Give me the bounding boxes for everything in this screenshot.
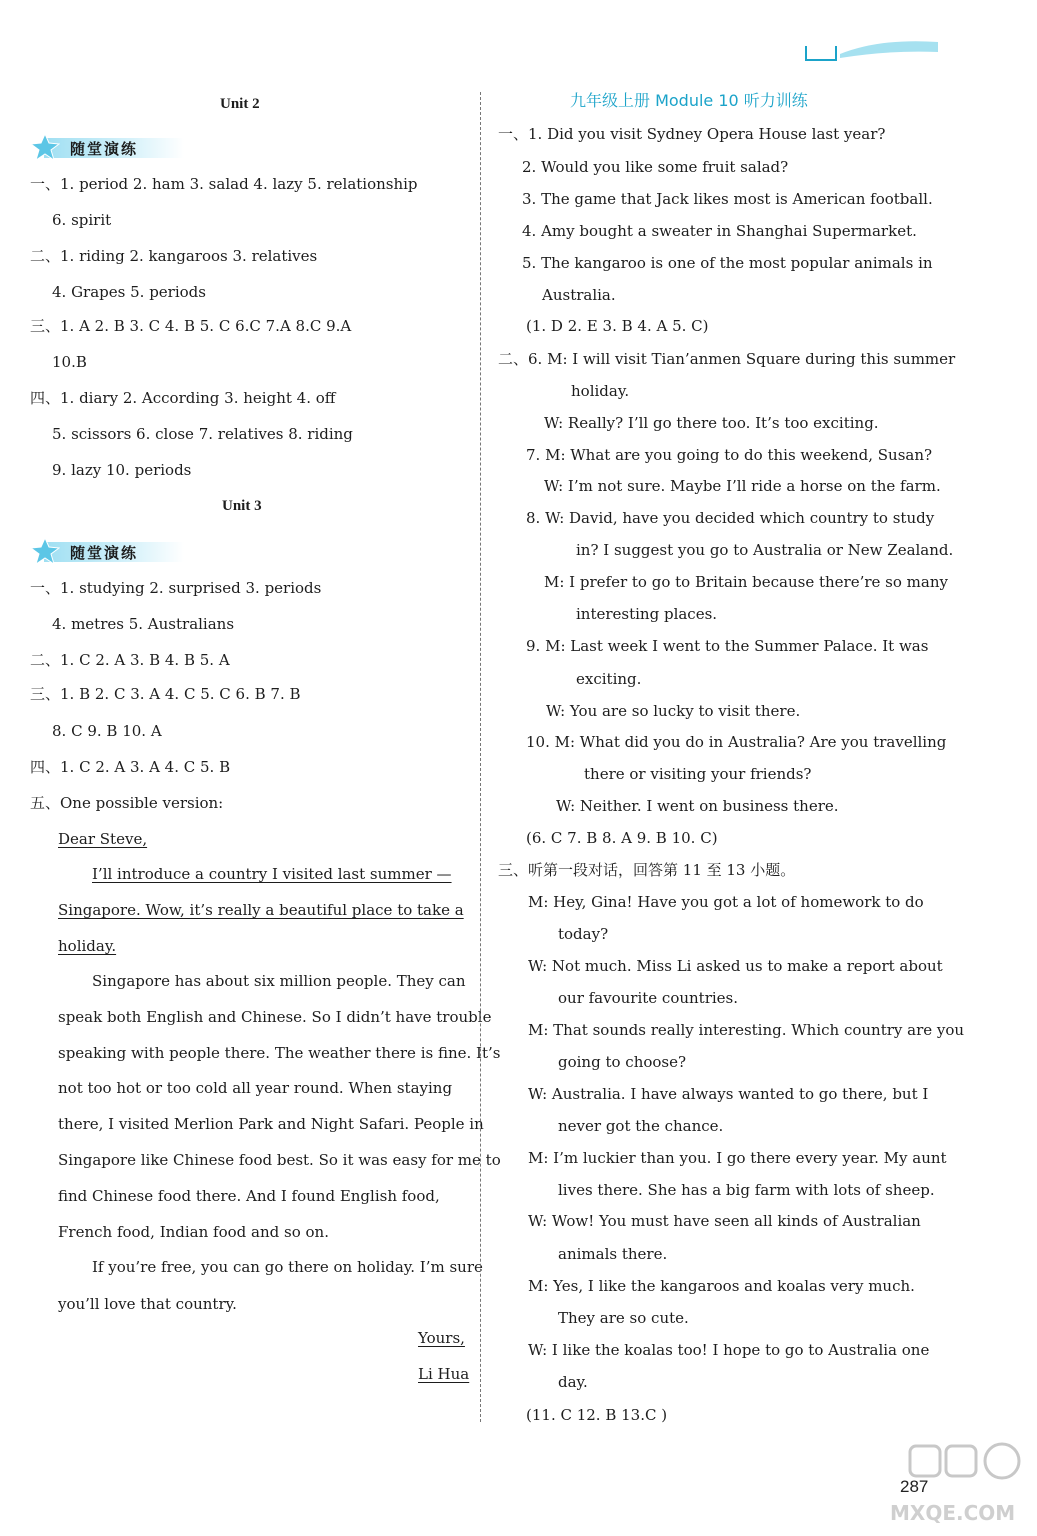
transcript-line: W: Australia. I have always wanted to go there, but I — [528, 1085, 929, 1103]
transcript-line: W: I like the koalas too! I hope to go to Australia one — [528, 1341, 930, 1359]
practice-banner-unit2 — [30, 134, 180, 160]
transcript-line: W: Not much. Miss Li asked us to make a report about — [528, 957, 943, 975]
transcript-line: 8. W: David, have you decided which country to study — [526, 509, 935, 527]
transcript-line: holiday. — [571, 382, 630, 400]
answer-line: 二、1. C 2. A 3. B 4. B 5. A — [30, 651, 230, 669]
answer-line: 9. lazy 10. periods — [52, 461, 192, 479]
transcript-line: 3. The game that Jack likes most is American football. — [522, 190, 933, 208]
transcript-line: M: Yes, I like the kangaroos and koalas very much. — [528, 1277, 915, 1295]
answer-line: 四、1. C 2. A 3. A 4. C 5. B — [30, 758, 231, 776]
letter-line: speak both English and Chinese. So I didn’t have trouble — [58, 1008, 492, 1026]
letter-line: If you’re free, you can go there on holiday. I’m sure — [92, 1258, 483, 1276]
transcript-line: They are so cute. — [558, 1309, 689, 1327]
transcript-line: there or visiting your friends? — [584, 765, 812, 783]
transcript-line: 2. Would you like some fruit salad? — [522, 158, 789, 176]
transcript-line: W: Wow! You must have seen all kinds of Australian — [528, 1212, 921, 1230]
answer-line: 4. Grapes 5. periods — [52, 283, 206, 301]
practice-banner-unit3 — [30, 538, 180, 564]
letter-closing: Yours, — [418, 1329, 465, 1347]
transcript-line: 10. M: What did you do in Australia? Are you travelling — [526, 733, 947, 751]
unit-2-title: Unit 2 — [220, 96, 260, 112]
answer-line: 一、1. studying 2. surprised 3. periods — [30, 579, 322, 597]
letter-line: speaking with people there. The weather there is fine. It’s — [58, 1044, 501, 1062]
answer-line: 四、1. diary 2. According 3. height 4. off — [30, 389, 336, 407]
letter-greeting: Dear Steve, — [58, 830, 148, 848]
star-icon — [30, 536, 60, 566]
answer-line: 二、1. riding 2. kangaroos 3. relatives — [30, 247, 318, 265]
answer-line: 三、1. B 2. C 3. A 4. C 5. C 6. B 7. B — [30, 685, 301, 703]
answer-key-line: (11. C 12. B 13.C ) — [526, 1406, 668, 1424]
letter-underlined-line: I’ll introduce a country I visited last summer — — [92, 865, 452, 883]
transcript-line: never got the chance. — [558, 1117, 724, 1135]
banner-label: 随堂演练 — [70, 140, 139, 158]
watermark-text: MXQE.COM — [890, 1501, 1016, 1525]
transcript-line: Australia. — [542, 286, 616, 304]
letter-line: Singapore has about six million people. They can — [92, 972, 466, 990]
letter-signature: Li Hua — [418, 1365, 470, 1383]
letter-line: find Chinese food there. And I found English food, — [58, 1187, 440, 1205]
transcript-line: in? I suggest you go to Australia or New Zealand. — [576, 541, 954, 559]
answer-line: 10.B — [52, 353, 87, 371]
letter-line: there, I visited Merlion Park and Night Safari. People in — [58, 1115, 484, 1133]
transcript-line: W: Really? I’ll go there too. It’s too exciting. — [544, 414, 879, 432]
answer-line: 5. scissors 6. close 7. relatives 8. riding — [52, 425, 353, 443]
transcript-line: M: I’m luckier than you. I go there every year. My aunt — [528, 1149, 947, 1167]
transcript-line: day. — [558, 1373, 588, 1391]
answer-line: 6. spirit — [52, 211, 112, 229]
transcript-line: W: Neither. I went on business there. — [556, 797, 839, 815]
transcript-line: 9. M: Last week I went to the Summer Palace. It was — [526, 637, 929, 655]
letter-underlined-line: holiday. — [58, 937, 117, 955]
answer-line: 三、1. A 2. B 3. C 4. B 5. C 6.C 7.A 8.C 9.A — [30, 317, 352, 335]
answer-key-line: (6. C 7. B 8. A 9. B 10. C) — [526, 829, 718, 847]
unit-3-title: Unit 3 — [222, 498, 262, 514]
answer-line: 8. C 9. B 10. A — [52, 722, 162, 740]
transcript-line: 4. Amy bought a sweater in Shanghai Supermarket. — [522, 222, 917, 240]
letter-line: you’ll love that country. — [58, 1295, 237, 1313]
star-icon — [30, 132, 60, 162]
transcript-line: M: That sounds really interesting. Which country are you — [528, 1021, 965, 1039]
transcript-line: 7. M: What are you going to do this weekend, Susan? — [526, 446, 933, 464]
transcript-line: our favourite countries. — [558, 989, 739, 1007]
transcript-line: exciting. — [576, 670, 642, 688]
letter-underlined-line: Singapore. Wow, it’s really a beautiful place to take a — [58, 901, 464, 919]
banner-label: 随堂演练 — [70, 544, 139, 562]
transcript-line: W: I’m not sure. Maybe I’ll ride a horse on the farm. — [544, 477, 941, 495]
answer-line: 五、One possible version: — [30, 794, 224, 812]
transcript-line: going to choose? — [558, 1053, 687, 1071]
module-header: 九年级上册 Module 10 听力训练 — [570, 91, 808, 110]
transcript-line: lives there. She has a big farm with lots of sheep. — [558, 1181, 935, 1199]
page-number: 287 — [900, 1477, 929, 1496]
transcript-line: 一、1. Did you visit Sydney Opera House last year? — [498, 125, 886, 143]
answer-line: 4. metres 5. Australians — [52, 615, 235, 633]
transcript-line: W: You are so lucky to visit there. — [546, 702, 801, 720]
transcript-line: 5. The kangaroo is one of the most popular animals in — [522, 254, 933, 272]
transcript-line: animals there. — [558, 1245, 668, 1263]
transcript-line: 二、6. M: I will visit Tian’anmen Square during this summer — [498, 350, 956, 368]
letter-line: not too hot or too cold all year round. When staying — [58, 1079, 453, 1097]
letter-line: Singapore like Chinese food best. So it was easy for me to — [58, 1151, 501, 1169]
transcript-line: M: Hey, Gina! Have you got a lot of homework to do — [528, 893, 924, 911]
column-divider — [480, 92, 481, 1422]
answer-line: 一、1. period 2. ham 3. salad 4. lazy 5. relationship — [30, 175, 418, 193]
header-decoration — [800, 34, 940, 66]
transcript-line: M: I prefer to go to Britain because there’re so many — [544, 573, 948, 591]
letter-line: French food, Indian food and so on. — [58, 1223, 329, 1241]
answer-key-line: (1. D 2. E 3. B 4. A 5. C) — [526, 317, 709, 335]
transcript-line: interesting places. — [576, 605, 718, 623]
section-instruction: 三、听第一段对话，回答第 11 至 13 小题。 — [498, 861, 796, 879]
transcript-line: today? — [558, 925, 609, 943]
